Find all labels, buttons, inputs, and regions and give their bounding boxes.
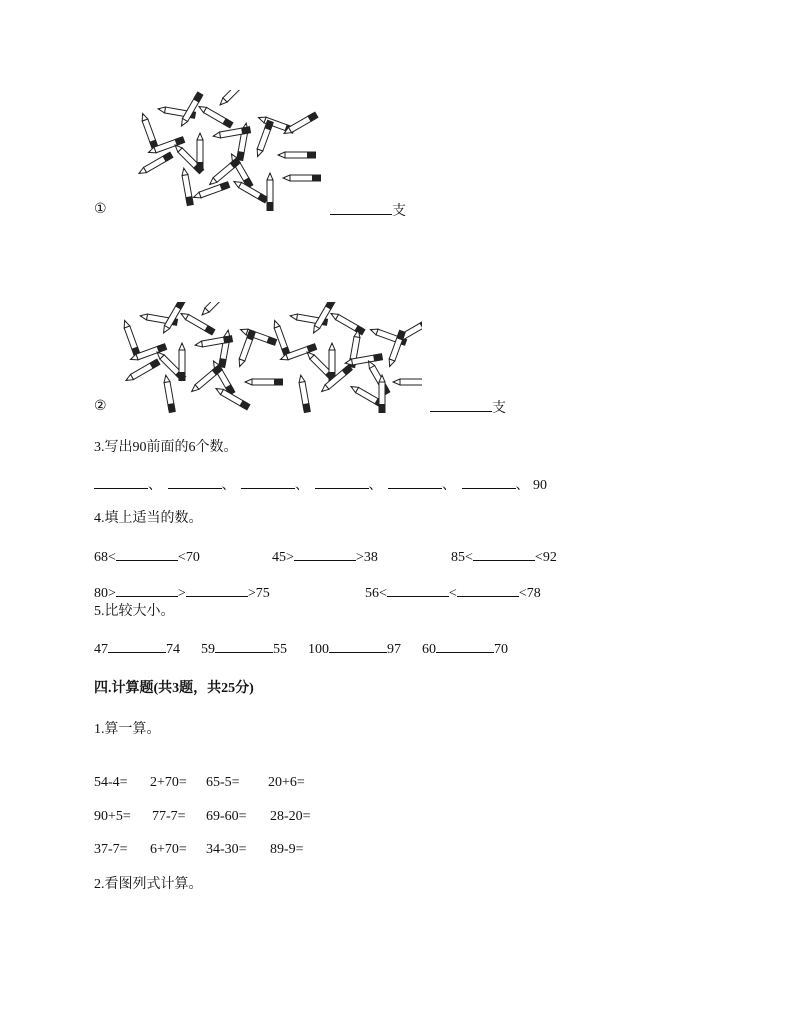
compare-left: 100	[308, 642, 329, 657]
equation: 90+5=	[94, 809, 131, 824]
answer-blank[interactable]	[388, 475, 442, 489]
item-1-answer	[330, 201, 406, 221]
answer-blank[interactable]	[436, 639, 494, 653]
answer-blank[interactable]	[215, 639, 273, 653]
less-than-sign: <	[534, 550, 543, 565]
separator: 、	[221, 478, 236, 493]
greater-than-sign: >	[108, 586, 116, 601]
compare-right: 55	[273, 642, 287, 657]
calc-row-3	[94, 841, 304, 859]
answer-blank[interactable]	[186, 583, 248, 597]
left-number: 45	[272, 550, 286, 565]
end-number: 90	[533, 478, 547, 493]
compare-right: 74	[166, 642, 180, 657]
greater-than-sign: >	[247, 586, 256, 601]
right-number: 75	[255, 586, 270, 601]
equation: 2+70=	[150, 775, 187, 790]
less-than-sign: <	[518, 586, 527, 601]
greater-than-sign: >	[286, 550, 294, 565]
answer-blank[interactable]	[168, 475, 222, 489]
item-1-marker: ①	[94, 202, 107, 217]
left-number: 68	[94, 550, 108, 565]
item-2-answer	[430, 398, 506, 418]
answer-blank[interactable]	[430, 398, 492, 412]
equation: 54-4=	[94, 775, 128, 790]
compare-right: 70	[494, 642, 508, 657]
question-5-title: 5.比较大小。	[94, 604, 175, 619]
calc-2-title: 2.看图列式计算。	[94, 877, 203, 892]
unit-label: 支	[492, 401, 506, 416]
answer-blank[interactable]	[116, 547, 178, 561]
equation: 28-20=	[270, 809, 311, 824]
answer-blank[interactable]	[94, 475, 148, 489]
compare-left: 47	[94, 642, 108, 657]
answer-blank[interactable]	[241, 475, 295, 489]
less-than-sign: <	[108, 550, 116, 565]
equation: 20+6=	[268, 775, 305, 790]
less-than-sign: <	[379, 586, 387, 601]
equation: 89-9=	[270, 842, 304, 857]
equation: 69-60=	[206, 809, 247, 824]
answer-blank[interactable]	[473, 547, 535, 561]
equation: 34-30=	[206, 842, 247, 857]
right-number: 70	[185, 550, 200, 565]
unit-label: 支	[392, 204, 406, 219]
compare-left: 59	[201, 642, 215, 657]
answer-blank[interactable]	[329, 639, 387, 653]
inequality-5	[365, 583, 541, 603]
separator: 、	[148, 478, 162, 493]
compare-right: 97	[387, 642, 401, 657]
left-number: 56	[365, 586, 379, 601]
greater-than-sign: >	[355, 550, 364, 565]
pencil-group-2-image	[112, 302, 422, 417]
equation: 37-7=	[94, 842, 128, 857]
answer-blank[interactable]	[457, 583, 519, 597]
right-number: 92	[542, 550, 557, 565]
separator: 、	[368, 478, 383, 493]
answer-blank[interactable]	[294, 547, 356, 561]
pencil-group-1-image	[125, 90, 335, 220]
equation: 65-5=	[206, 775, 240, 790]
equation: 6+70=	[150, 842, 187, 857]
inequality-2	[272, 547, 378, 567]
separator: 、	[295, 478, 309, 493]
left-number: 80	[94, 586, 108, 601]
calc-row-1	[94, 774, 305, 792]
answer-blank[interactable]	[462, 475, 516, 489]
inequality-1	[94, 547, 200, 567]
question-3-title: 3.写出90前面的6个数。	[94, 440, 238, 455]
calc-row-2	[94, 808, 311, 826]
equation: 77-7=	[152, 809, 186, 824]
compare-row	[94, 639, 508, 659]
separator: 、	[442, 478, 456, 493]
answer-blank[interactable]	[108, 639, 166, 653]
item-2-marker: ②	[94, 399, 107, 414]
calc-1-title: 1.算一算。	[94, 722, 161, 737]
right-number: 38	[363, 550, 378, 565]
question-4-title: 4.填上适当的数。	[94, 511, 203, 526]
answer-blank[interactable]	[315, 475, 369, 489]
inequality-4	[94, 583, 270, 603]
inequality-3	[451, 547, 557, 567]
section-4-heading: 四.计算题(共3题，共25分)	[94, 681, 254, 696]
less-than-sign: <	[465, 550, 473, 565]
answer-blank[interactable]	[116, 583, 178, 597]
separator: 、	[515, 478, 530, 493]
less-than-sign: <	[448, 586, 457, 601]
compare-left: 60	[422, 642, 436, 657]
left-number: 85	[451, 550, 465, 565]
less-than-sign: <	[177, 550, 186, 565]
answer-blank[interactable]	[330, 201, 392, 215]
right-number: 78	[526, 586, 541, 601]
greater-than-sign: >	[177, 586, 186, 601]
answer-blank[interactable]	[387, 583, 449, 597]
question-3-blanks	[94, 475, 547, 495]
